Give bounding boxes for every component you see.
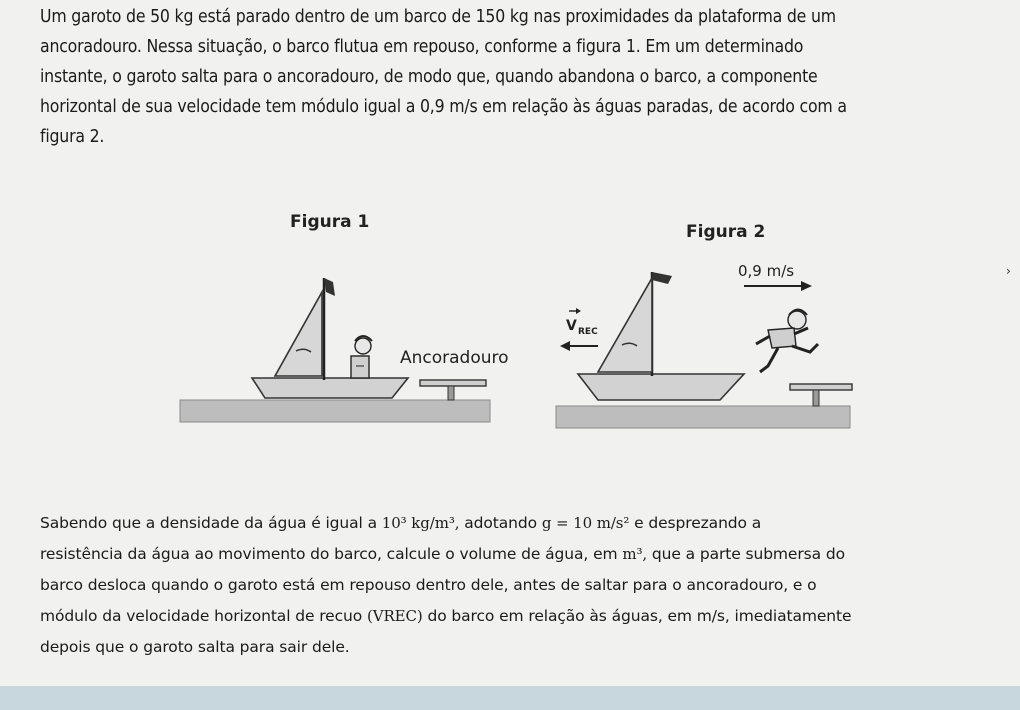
dock-platform: [790, 384, 852, 390]
water-surface: [180, 400, 490, 422]
figure2-title: Figura 2: [686, 222, 766, 242]
svg-text:›: ›: [1006, 264, 1011, 278]
mast-flag: [652, 272, 672, 284]
water-surface: [556, 406, 850, 428]
recoil-subscript: REC: [578, 327, 598, 337]
boat-hull: [252, 378, 408, 398]
boat-hull: [578, 374, 744, 400]
intro-line: figura 2.: [40, 127, 105, 147]
speed-label: 0,9 m/s: [738, 262, 795, 280]
dock-post: [448, 386, 454, 400]
intro-line: Um garoto de 50 kg está parado dentro de um barco de 150 kg nas proximidades da plataforma de um: [40, 7, 836, 27]
boy-standing: [351, 336, 372, 378]
recoil-label: V: [566, 318, 577, 334]
dock-label: Ancoradouro: [400, 348, 509, 368]
dock-post: [813, 390, 819, 406]
dock-platform: [420, 380, 486, 386]
page-bottom-edge: [0, 686, 1020, 710]
figure1-title: Figura 1: [290, 212, 370, 232]
mast-flag: [324, 278, 335, 296]
figure2-drawing: [556, 262, 852, 428]
boy-jumping: [756, 310, 818, 373]
boat-sail: [598, 278, 652, 372]
boat-sail: [275, 292, 322, 376]
intro-line: ancoradouro. Nessa situação, o barco flutua em repouso, conforme a figura 1. Em um determinado: [40, 37, 804, 57]
intro-line: horizontal de sua velocidade tem módulo igual a 0,9 m/s em relação às águas paradas, de acordo com a: [40, 97, 847, 117]
question-text: Sabendo que a densidade da água é igual a 10³ kg/m³, adotando g = 10 m/s² e desprezando a resistência da água ao movimento do barco, calcule o volume de água, em m³, que a parte submersa do barco desloca quando o garoto está em repouso dentro dele, antes de saltar para o ancoradouro, e o módulo da velocidade horizontal de recuo (VREC) do barco em relação às águas, em m/s, imediatamente depois que o garoto salta para sair dele.: [40, 514, 852, 656]
intro-line: instante, o garoto salta para o ancoradouro, de modo que, quando abandona o barco, a componente: [40, 67, 818, 87]
